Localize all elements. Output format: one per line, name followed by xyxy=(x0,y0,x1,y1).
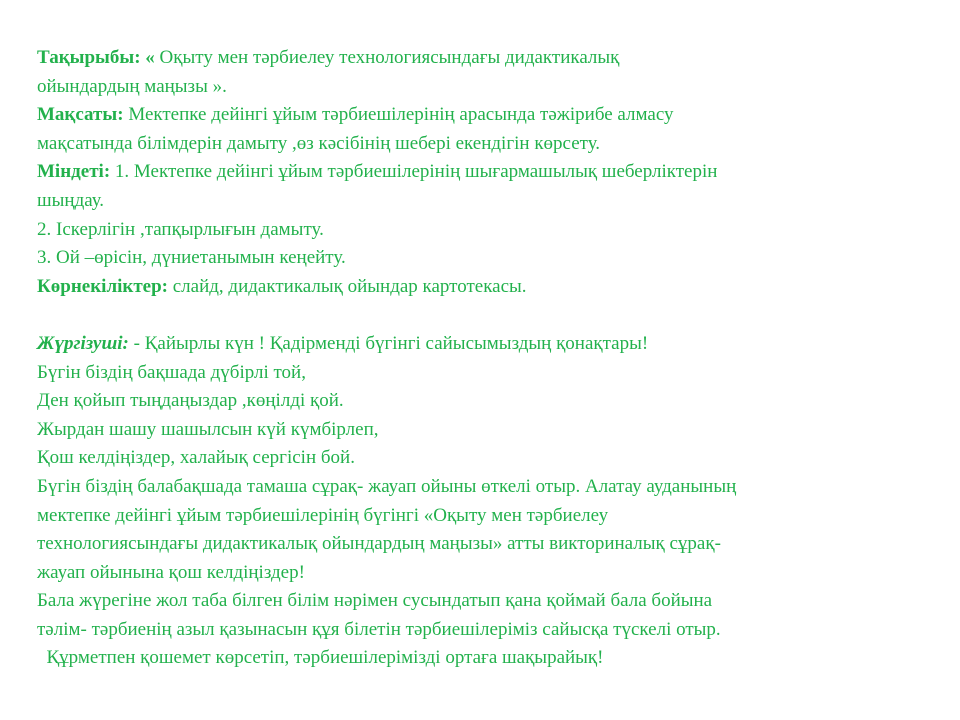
host-line: мектепке дейінгі ұйым тәрбиешілерінің бүгінгі «Оқыту мен тәрбиелеу xyxy=(37,504,609,526)
host-line: жауап ойынына қош келдіңіздер! xyxy=(37,561,305,583)
goal-label: Мақсаты: xyxy=(37,104,124,126)
host-line: Бүгін біздің бақшада дүбірлі той, xyxy=(37,361,306,383)
host-line: Бүгін біздің балабақшада тамаша сұрақ- жауап ойыны өткелі отыр. Алатау ауданының xyxy=(37,475,737,497)
goal-line-1 xyxy=(37,101,942,130)
host-line: Бала жүрегіне жол таба білген білім нәрімен сусындатып қана қоймай бала бойына xyxy=(37,590,713,612)
host-line: Қош келдіңіздер, халайық сергісін бой. xyxy=(37,447,355,469)
goal-text-1: Мектепке дейінгі ұйым тәрбиешілерінің арасында тәжірибе алмасу xyxy=(128,104,674,126)
topic-line-2: ойындардың маңызы ». xyxy=(37,75,227,97)
host-line: Ден қойып тыңдаңыздар ,көңілді қой. xyxy=(37,390,344,412)
topic-label: Тақырыбы: xyxy=(37,47,141,68)
visuals-text: слайд, дидактикалық ойындар картотекасы. xyxy=(172,275,527,297)
goal-line-2: мақсатында білімдерін дамыту ,өз кәсібінің шебері екендігін көрсету. xyxy=(37,132,601,154)
host-label: Жүргізуші: xyxy=(37,332,129,354)
host-line: технологиясындағы дидактикалық ойындардың маңызы» атты викториналық сұрақ- xyxy=(37,533,721,555)
task-item-3: 3. Ой –өрісін, дүниетанымын кеңейту. xyxy=(37,247,346,269)
task-line-1 xyxy=(37,158,942,187)
host-line: тәлім- тәрбиенің азыл қазынасын құя білетін тәрбиешілеріміз сайысқа түскелі отыр. xyxy=(37,618,721,640)
topic-quote-open: « xyxy=(145,47,155,68)
task-label: Міндеті: xyxy=(37,161,111,183)
host-line: Жырдан шашу шашылсын күй күмбірлеп, xyxy=(37,418,379,440)
document-slide xyxy=(37,44,942,673)
paragraph-gap xyxy=(37,301,942,330)
topic-text-1: Оқыту мен тәрбиелеу технологиясындағы дидактикалық xyxy=(159,47,620,68)
task-text-1: 1. Мектепке дейінгі ұйым тәрбиешілерінің шығармашылық шеберліктерін xyxy=(114,161,718,183)
host-line: Құрметпен қошемет көрсетіп, тәрбиешілерімізді ортаға шақырайық! xyxy=(37,647,604,669)
task-item-2: 2. Іскерлігін ,тапқырлығын дамыту. xyxy=(37,218,324,240)
visuals-line xyxy=(37,273,942,302)
topic-line-1 xyxy=(37,44,942,73)
host-line-greeting xyxy=(37,330,942,359)
host-greeting: - Қайырлы күн ! Қадірменді бүгінгі сайысымыздың қонақтары! xyxy=(133,332,649,354)
visuals-label: Көрнекіліктер: xyxy=(37,275,168,297)
task-line-2: шыңдау. xyxy=(37,189,105,211)
